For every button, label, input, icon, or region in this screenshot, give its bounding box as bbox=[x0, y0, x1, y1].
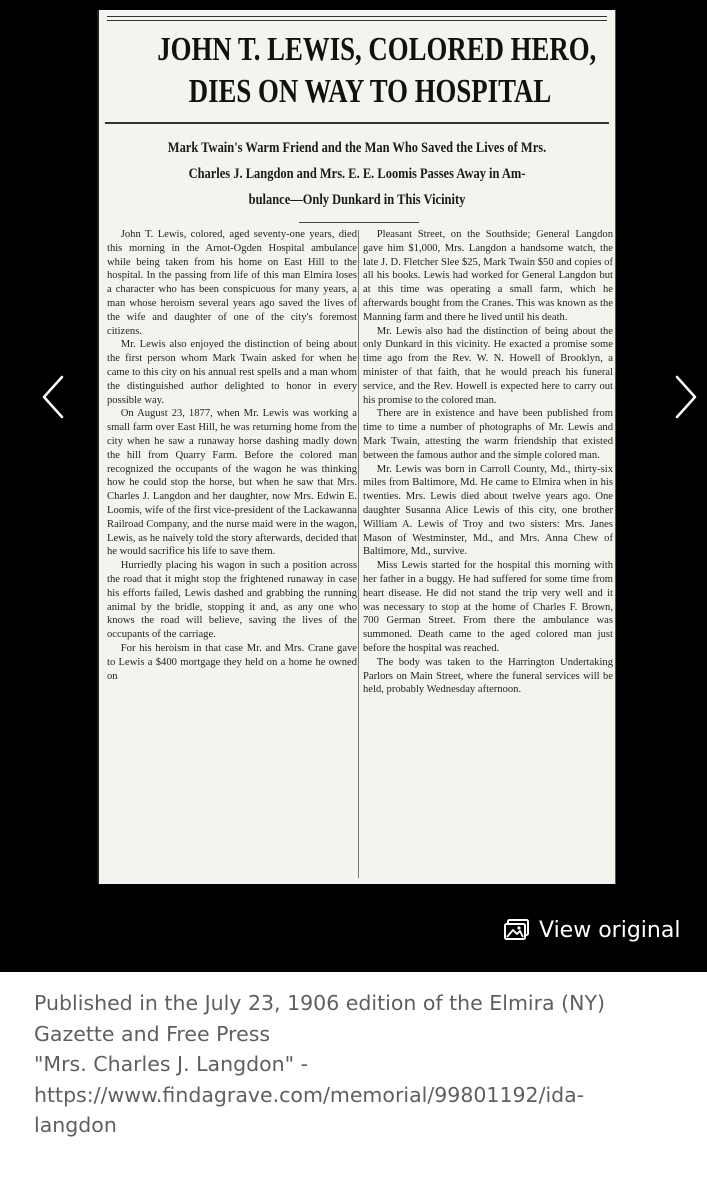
caption-line-4: https://www.findagrave.com/memorial/99801192/ida- bbox=[34, 1082, 585, 1107]
headline-divider bbox=[105, 122, 609, 124]
newspaper-clipping[interactable] bbox=[97, 10, 616, 884]
image-view-icon bbox=[503, 918, 531, 942]
clipping-top-rule bbox=[107, 16, 607, 21]
caption-line-3: "Mrs. Charles J. Langdon" - bbox=[34, 1052, 309, 1076]
paragraph: Mr. Lewis was born in Carroll County, Md., thirty-six miles from Baltimore, Md. He came to Elmira when in his twenties. Mrs. Lewis died about twelve years ago. One daughter Susanna Alice Lewis of this city, one brother William A. Lewis of Troy and two sisters: Mrs. Janes Mason of Westminster, Md., and Mrs. Anna Chew of Baltimore, Md., survive. bbox=[363, 463, 613, 558]
next-image-button[interactable] bbox=[666, 372, 706, 422]
paragraph: For his heroism in that case Mr. and Mrs. Crane gave to Lewis a $400 mortgage they held on a home he owned on bbox=[107, 642, 357, 682]
caption-line-5: langdon bbox=[34, 1113, 117, 1137]
headline-line-1: JOHN T. LEWIS, COLORED HERO, bbox=[157, 31, 597, 68]
deck-line-3: bulance—Only Dunkard in This Vicinity bbox=[248, 192, 466, 208]
paragraph: Mr. Lewis also enjoyed the distinction of being about the first person whom Mark Twain asked for when he came to this city on his annual rest spells and a man whom the distinguished author delighted to honor in every possible way. bbox=[107, 339, 357, 406]
chevron-right-icon bbox=[671, 373, 701, 421]
paragraph: Hurriedly placing his wagon in such a position across the road that it might stop the frightened runaway in case his efforts failed, Lewis dashed and grabbing the running animal by the bridle, stopping it and, as any one who knows the road will believe, saving the lives of the occupants of the carriage. bbox=[107, 560, 357, 641]
article-column-right bbox=[363, 228, 613, 880]
caption-line-2: Gazette and Free Press bbox=[34, 1021, 271, 1046]
paragraph: Miss Lewis started for the hospital this morning with her father in a buggy. He had suffered for some time from heart disease. He did not stand the trip very well and it was necessary to stop at the home of Charles F. Brown, 700 German Street. From there the ambulance was summoned. Death came to the aged colored man just before the hospital was reached. bbox=[363, 560, 613, 654]
deck-line-2: Charles J. Langdon and Mrs. E. E. Loomis Passes Away in Am- bbox=[188, 166, 526, 182]
paragraph: Pleasant Street, on the Southside; General Langdon gave him $1,000, Mrs. Langdon a handsome watch, the late J. D. Fletcher Slee $25, Mark Twain $50 and copies of all his books. Lewis had worked for General Langdon but at this time was operating a small farm, which he afterwards bought from the Cranes. This was known as the Manning farm and there he lived until his death. bbox=[363, 229, 613, 323]
image-caption bbox=[34, 988, 674, 1141]
chevron-left-icon bbox=[38, 373, 68, 421]
view-original-button[interactable] bbox=[503, 915, 680, 945]
deck-divider bbox=[299, 222, 419, 223]
paragraph: On August 23, 1877, when Mr. Lewis was working a small farm over East Hill, he was returning home from the city when he saw a runaway horse dashing madly down the hill from Quarry Farm. Before the colored man recognized the occupants of the wagon he was thinking how he could stop the horse, but when he saw that Mrs. Charles J. Langdon and her daughter, now Mrs. Edwin E. Loomis, wife of the first vice-president of the Lackawanna Railroad Company, and the nurse maid were in the wagon, Lewis, as he naively told the story afterwards, decided that he would sacrifice his life to save them. bbox=[107, 408, 357, 558]
article-column-left bbox=[107, 228, 357, 880]
headline-line-2: DIES ON WAY TO HOSPITAL bbox=[188, 73, 552, 110]
deck-line-1: Mark Twain's Warm Friend and the Man Who Saved the Lives of Mrs. bbox=[167, 140, 547, 156]
paragraph: John T. Lewis, colored, aged seventy-one years, died this morning in the Arnot-Ogden Hospital ambulance while being taken from his home on East Hill to the hospital. In the passing from life of this man Elmira loses a character who has been conspicuous for many years, a man whose heroism several years ago saved the lives of the wife and daughter of one of the city's foremost citizens. bbox=[107, 229, 357, 337]
caption-line-1: Published in the July 23, 1906 edition of the Elmira (NY) bbox=[34, 991, 605, 1015]
paragraph: Mr. Lewis also had the distinction of being about the only Dunkard in this vicinity. He exacted a promise some time ago from the Rev. W. N. Howell of Brooklyn, a minister of that faith, that he would preach his funeral service, and the Rev. Howell is expected here to carry out his promise to the colored man. bbox=[363, 325, 613, 406]
paragraph: The body was taken to the Harrington Undertaking Parlors on Main Street, where the funeral services will be held, probably Wednesday afternoon. bbox=[363, 656, 613, 696]
paragraph: There are in existence and have been published from time to time a number of photographs of Mr. Lewis and Mark Twain, attesting the warm friendship that existed between the famous author and the simple colored man. bbox=[363, 408, 613, 461]
previous-image-button[interactable] bbox=[33, 372, 73, 422]
column-divider bbox=[358, 230, 359, 878]
view-original-label: View original bbox=[539, 917, 681, 943]
